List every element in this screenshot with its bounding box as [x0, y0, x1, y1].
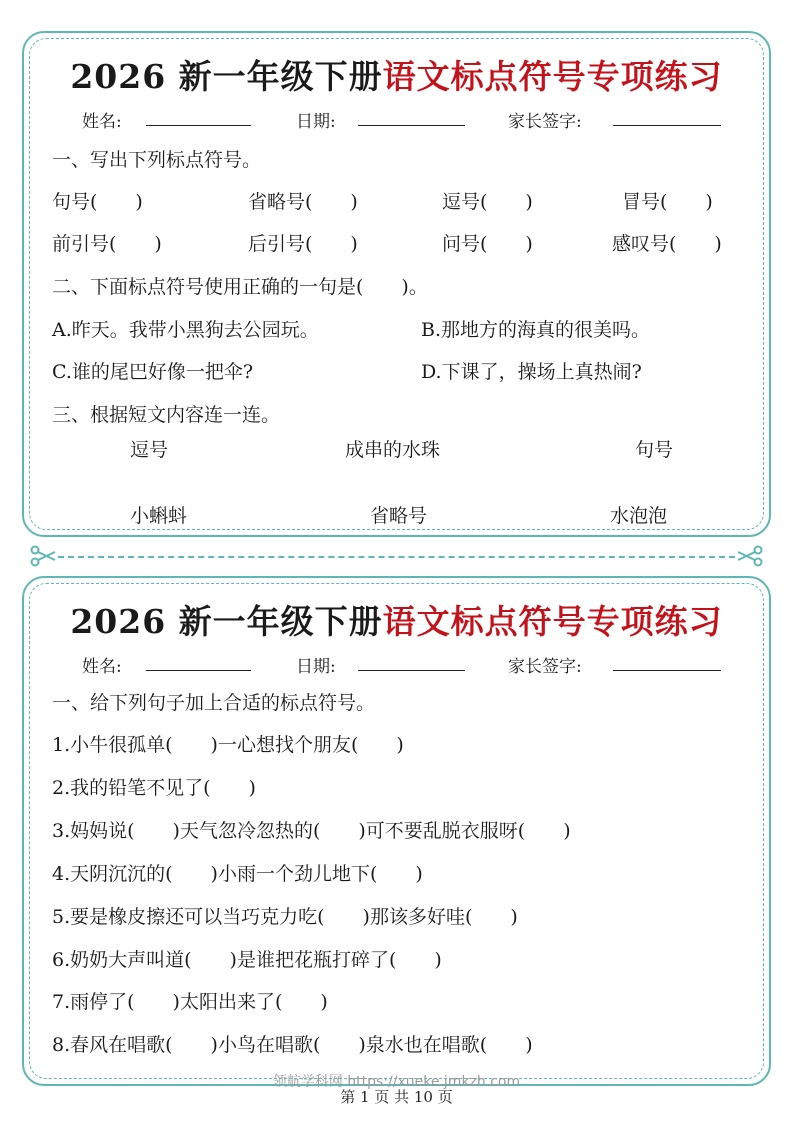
- option-a: A.昨天。我带小黑狗去公园玩。: [52, 319, 319, 341]
- match-item-top[interactable]: 句号: [635, 439, 674, 461]
- date-field[interactable]: [358, 652, 465, 671]
- sentence-item: 4.天阴沉沉的( )小雨一个劲儿地下( ): [52, 863, 423, 885]
- parent-signature-field[interactable]: [613, 652, 721, 671]
- match-item-top[interactable]: 逗号: [130, 439, 169, 461]
- page-number: 第 1 页 共 10 页: [340, 1088, 453, 1106]
- section2-heading: 二、下面标点符号使用正确的一句是( )。: [52, 276, 428, 298]
- punct-item: 省略号( ): [248, 191, 358, 213]
- punct-item: 逗号( ): [442, 191, 533, 213]
- name-field[interactable]: [146, 652, 251, 671]
- match-item-bottom[interactable]: 小蝌蚪: [130, 505, 188, 527]
- section3-heading: 三、根据短文内容连一连。: [52, 404, 281, 426]
- match-item-top[interactable]: 成串的水珠: [345, 439, 441, 461]
- section1-heading: 一、写出下列标点符号。: [52, 149, 262, 171]
- title-red-part: 语文标点符号专项练习: [382, 602, 723, 641]
- option-d: D.下课了，操场上真热闹?: [421, 361, 642, 383]
- worksheet-title: [24, 596, 769, 643]
- sentence-item: 5.要是橡皮擦还可以当巧克力吃( )那该多好哇( ): [52, 906, 518, 928]
- name-label: 姓名:: [82, 657, 122, 677]
- date-field[interactable]: [358, 107, 465, 126]
- punct-item: 问号( ): [442, 233, 533, 255]
- worksheet-card-1: [22, 31, 771, 537]
- sentence-item: 3.妈妈说( )天气忽冷忽热的( )可不要乱脱衣服呀( ): [52, 820, 571, 842]
- match-item-bottom[interactable]: 水泡泡: [610, 505, 668, 527]
- date-label: 日期:: [296, 112, 336, 132]
- title-black-part: 2026 新一年级下册: [70, 602, 383, 641]
- name-field[interactable]: [146, 107, 251, 126]
- punct-item: 句号( ): [52, 191, 143, 213]
- punct-item: 冒号( ): [622, 191, 713, 213]
- section1-heading: 一、给下列句子加上合适的标点符号。: [52, 692, 376, 714]
- title-red-part: 语文标点符号专项练习: [382, 57, 723, 96]
- cut-line: [58, 556, 735, 558]
- watermark-text: 领航学科网 https://xueke.jmkzh.com: [272, 1074, 521, 1090]
- scissors-icon: [30, 545, 56, 567]
- parent-signature-label: 家长签字:: [508, 112, 582, 132]
- sentence-item: 8.春风在唱歌( )小鸟在唱歌( )泉水也在唱歌( ): [52, 1034, 533, 1056]
- sentence-item: 1.小牛很孤单( )一心想找个朋友( ): [52, 734, 404, 756]
- punct-item: 后引号( ): [248, 233, 358, 255]
- worksheet-card-2: [22, 576, 771, 1086]
- parent-signature-label: 家长签字:: [508, 657, 582, 677]
- sentence-item: 7.雨停了( )太阳出来了( ): [52, 991, 328, 1013]
- title-black-part: 2026 新一年级下册: [70, 57, 383, 96]
- name-label: 姓名:: [82, 112, 122, 132]
- punct-item: 感叹号( ): [612, 233, 722, 255]
- punct-item: 前引号( ): [52, 233, 162, 255]
- parent-signature-field[interactable]: [613, 107, 721, 126]
- option-c: C.谁的尾巴好像一把伞?: [52, 361, 254, 383]
- option-b: B.那地方的海真的很美吗。: [421, 319, 651, 341]
- sentence-item: 2.我的铅笔不见了( ): [52, 777, 256, 799]
- date-label: 日期:: [296, 657, 336, 677]
- match-item-bottom[interactable]: 省略号: [370, 505, 428, 527]
- sentence-item: 6.奶奶大声叫道( )是谁把花瓶打碎了( ): [52, 949, 442, 971]
- scissors-icon: [737, 545, 763, 567]
- worksheet-title: [24, 51, 769, 98]
